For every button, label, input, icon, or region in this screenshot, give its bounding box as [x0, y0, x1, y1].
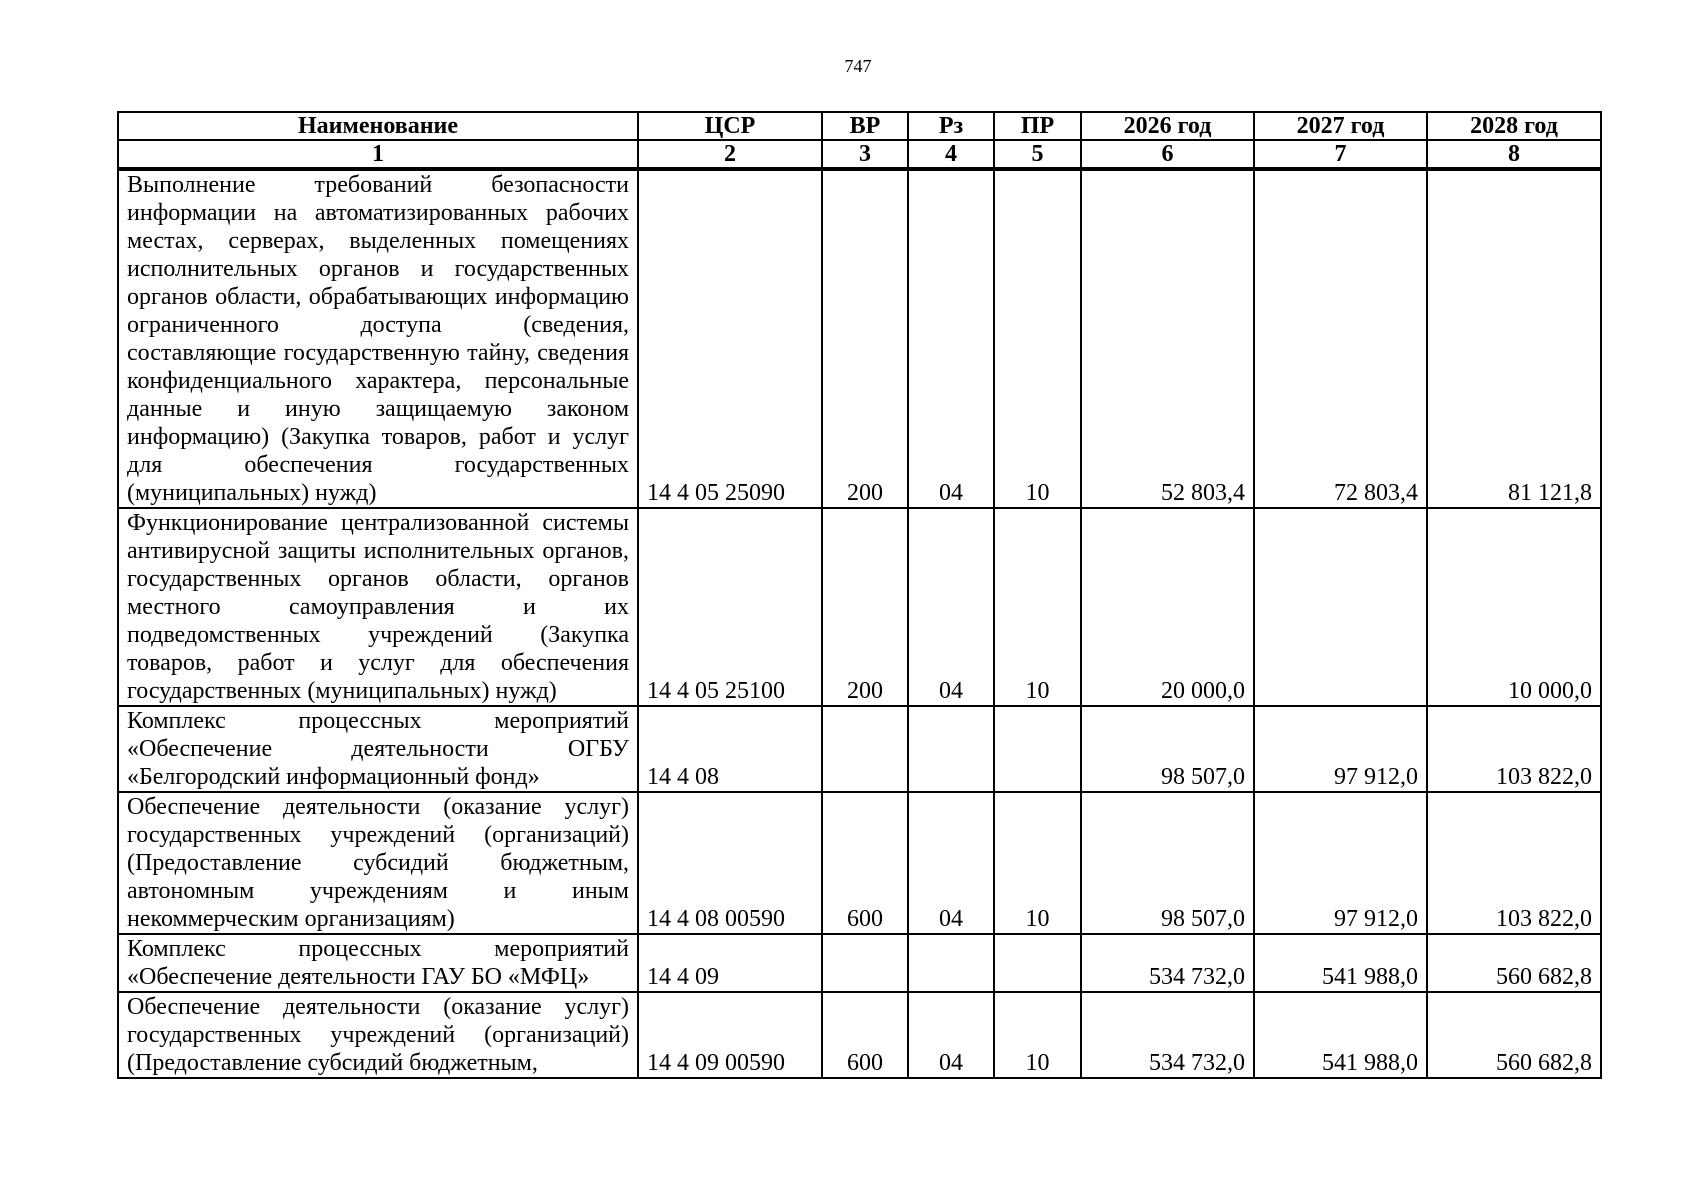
- table-row: [118, 706, 1601, 792]
- row-2026: 98 507,0: [1081, 792, 1254, 934]
- row-csr: 14 4 08 00590: [638, 792, 822, 934]
- row-2026: 52 803,4: [1081, 169, 1254, 508]
- table-row: [118, 169, 1601, 508]
- row-name: Комплекс процессных мероприятий «Обеспечение деятельности ГАУ БО «МФЦ»: [118, 934, 638, 992]
- row-2027: 72 803,4: [1254, 169, 1427, 508]
- row-pr: [994, 706, 1081, 792]
- row-vr: 200: [822, 508, 908, 706]
- column-number: 7: [1254, 140, 1427, 169]
- header-2026: 2026 год: [1081, 112, 1254, 140]
- header-2027: 2027 год: [1254, 112, 1427, 140]
- row-rz: [908, 934, 994, 992]
- column-number: 2: [638, 140, 822, 169]
- row-2027: 541 988,0: [1254, 934, 1427, 992]
- row-csr: 14 4 05 25090: [638, 169, 822, 508]
- row-name: Выполнение требований безопасности информации на автоматизированных рабочих местах, серверах, выделенных помещениях исполнительных органов и государственных органов области, обрабатывающих информацию ограниченного доступа (сведения, составляющие государственную тайну, сведения конфиденциального характера, персональные данные и иную защищаемую законом информацию) (Закупка товаров, работ и услуг для обеспечения государственных (муниципальных) нужд): [118, 169, 638, 508]
- row-vr: 600: [822, 992, 908, 1078]
- row-pr: 10: [994, 508, 1081, 706]
- row-2028: 103 822,0: [1427, 792, 1601, 934]
- row-name: Функционирование централизованной системы антивирусной защиты исполнительных органов, государственных органов области, органов местного самоуправления и их подведомственных учреждений (Закупка товаров, работ и услуг для обеспечения государственных (муниципальных) нужд): [118, 508, 638, 706]
- row-rz: 04: [908, 508, 994, 706]
- row-2027: 97 912,0: [1254, 706, 1427, 792]
- row-rz: 04: [908, 792, 994, 934]
- row-vr: [822, 706, 908, 792]
- row-pr: 10: [994, 792, 1081, 934]
- row-name: Обеспечение деятельности (оказание услуг) государственных учреждений (организаций) (Предоставление субсидий бюджетным,: [118, 992, 638, 1078]
- table-row: [118, 934, 1601, 992]
- column-number: 5: [994, 140, 1081, 169]
- row-csr: 14 4 09: [638, 934, 822, 992]
- row-2028: 560 682,8: [1427, 934, 1601, 992]
- column-number: 4: [908, 140, 994, 169]
- row-rz: 04: [908, 169, 994, 508]
- row-rz: [908, 706, 994, 792]
- budget-table: [117, 111, 1602, 1079]
- header-pr: ПР: [994, 112, 1081, 140]
- table-row: [118, 792, 1601, 934]
- row-rz: 04: [908, 992, 994, 1078]
- row-2028: 81 121,8: [1427, 169, 1601, 508]
- column-number: 1: [118, 140, 638, 169]
- header-name: Наименование: [118, 112, 638, 140]
- row-2026: 20 000,0: [1081, 508, 1254, 706]
- row-2026: 98 507,0: [1081, 706, 1254, 792]
- header-vr: ВР: [822, 112, 908, 140]
- row-csr: 14 4 09 00590: [638, 992, 822, 1078]
- row-2027: [1254, 508, 1427, 706]
- row-2026: 534 732,0: [1081, 934, 1254, 992]
- row-name: Комплекс процессных мероприятий «Обеспечение деятельности ОГБУ «Белгородский информационный фонд»: [118, 706, 638, 792]
- header-2028: 2028 год: [1427, 112, 1601, 140]
- row-2028: 560 682,8: [1427, 992, 1601, 1078]
- column-number: 3: [822, 140, 908, 169]
- row-2027: 541 988,0: [1254, 992, 1427, 1078]
- column-number: 6: [1081, 140, 1254, 169]
- row-pr: [994, 934, 1081, 992]
- column-number-row: [118, 140, 1601, 169]
- row-name: Обеспечение деятельности (оказание услуг) государственных учреждений (организаций) (Предоставление субсидий бюджетным, автономным учреждениям и иным некоммерческим организациям): [118, 792, 638, 934]
- row-vr: [822, 934, 908, 992]
- column-number: 8: [1427, 140, 1601, 169]
- row-2028: 10 000,0: [1427, 508, 1601, 706]
- table-row: [118, 508, 1601, 706]
- row-pr: 10: [994, 169, 1081, 508]
- row-2027: 97 912,0: [1254, 792, 1427, 934]
- table-row: [118, 992, 1601, 1078]
- row-2026: 534 732,0: [1081, 992, 1254, 1078]
- header-rz: Рз: [908, 112, 994, 140]
- row-2028: 103 822,0: [1427, 706, 1601, 792]
- row-csr: 14 4 08: [638, 706, 822, 792]
- row-csr: 14 4 05 25100: [638, 508, 822, 706]
- header-csr: ЦСР: [638, 112, 822, 140]
- row-vr: 200: [822, 169, 908, 508]
- header-row: [118, 112, 1601, 140]
- row-pr: 10: [994, 992, 1081, 1078]
- row-vr: 600: [822, 792, 908, 934]
- page-number: 747: [844, 56, 872, 76]
